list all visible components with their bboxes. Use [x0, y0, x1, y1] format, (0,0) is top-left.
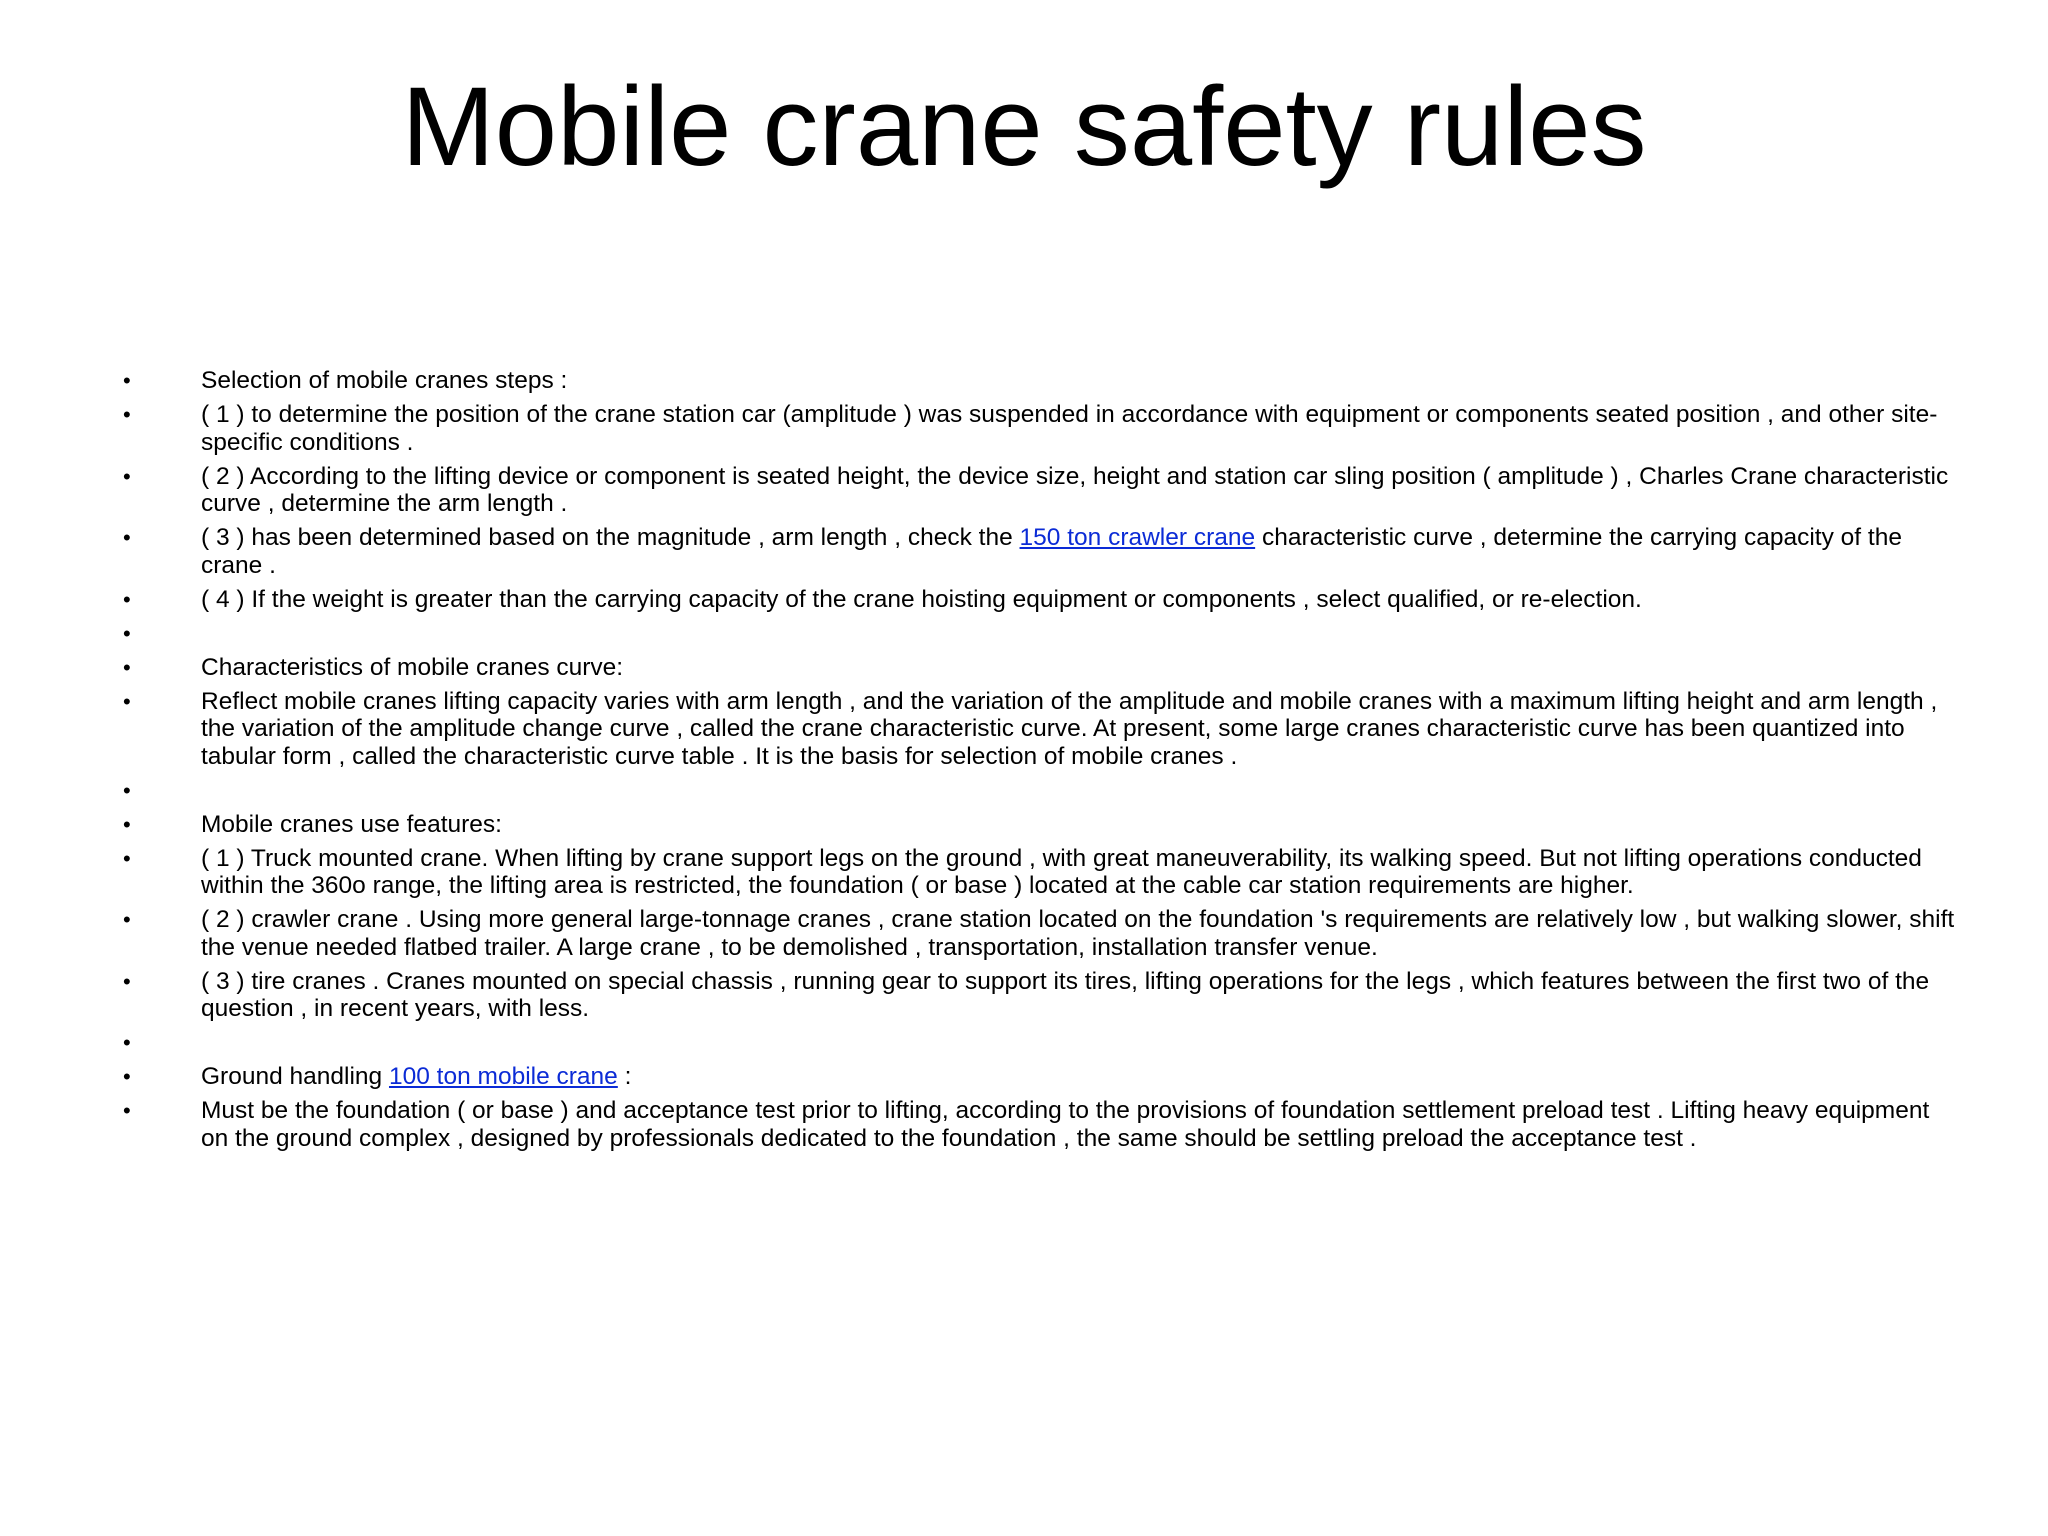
- bullet-text: Selection of mobile cranes steps :: [201, 367, 568, 394]
- bullet-item: [120, 586, 1960, 614]
- bullet-item: [120, 845, 1960, 900]
- bullet-item: [120, 1029, 1960, 1057]
- bullet-marker: •: [123, 620, 131, 646]
- bullet-item: [120, 906, 1960, 961]
- bullet-text-after-link: :: [617, 1063, 632, 1090]
- bullet-marker: •: [123, 811, 131, 837]
- bullet-marker: •: [123, 463, 131, 489]
- bullet-list: [120, 367, 1960, 1159]
- bullet-marker: •: [123, 1098, 131, 1123]
- bullet-text: ( 1 ) to determine the position of the crane station car (amplitude ) was suspended in accordance with equipment or components seated position , and other site-specific conditions .: [201, 401, 1938, 456]
- bullet-item: [120, 811, 1960, 839]
- bullet-text: Reflect mobile cranes lifting capacity varies with arm length , and the variation of the amplitude and mobile cranes with a maximum lifting height and arm length , the variation of the amplitude change curve , called the crane characteristic curve. At present, some large cranes characteristic curve has been quantized into tabular form , called the characteristic curve table . It is the basis for selection of mobile cranes .: [201, 687, 1938, 770]
- hyperlink[interactable]: 100 ton mobile crane: [388, 1063, 618, 1090]
- bullet-marker: •: [123, 688, 131, 714]
- bullet-text-before-link: Ground handling: [201, 1063, 389, 1090]
- bullet-item: [120, 620, 1960, 648]
- bullet-item: [120, 401, 1960, 456]
- bullet-item: [120, 524, 1960, 579]
- bullet-marker: •: [123, 586, 131, 612]
- bullet-text: [201, 524, 1960, 579]
- bullet-item: [120, 777, 1960, 805]
- bullet-item: [120, 688, 1960, 771]
- bullet-text: ( 3 ) tire cranes . Cranes mounted on special chassis , running gear to support its tires, lifting operations for the legs , which features between the first two of the question , in recent years, with less.: [201, 967, 1930, 1022]
- bullet-text: Mobile cranes use features:: [201, 810, 502, 838]
- bullet-text: Must be the foundation ( or base ) and acceptance test prior to lifting, according to the provisions of foundation settlement preload test . Lifting heavy equipment on the ground complex , designed by professionals dedicated to the foundation , the same should be settling preload the acceptance test .: [201, 1097, 1930, 1152]
- bullet-marker: •: [123, 907, 131, 932]
- bullet-item: [120, 654, 1960, 682]
- bullet-marker: •: [123, 368, 131, 393]
- bullet-item: [120, 463, 1960, 518]
- bullet-item: [120, 367, 1960, 395]
- bullet-text-after-link: characteristic curve , determine the carrying capacity of the crane .: [201, 524, 1902, 579]
- bullet-item: [120, 968, 1960, 1023]
- bullet-text: Characteristics of mobile cranes curve:: [201, 653, 624, 681]
- bullet-text: ( 2 ) According to the lifting device or component is seated height, the device size, height and station car sling position ( amplitude ) , Charles Crane characteristic curve , determine the arm length .: [201, 462, 1949, 517]
- bullet-item: [120, 1097, 1960, 1152]
- bullet-text-before-link: ( 3 ) has been determined based on the magnitude , arm length , check the: [201, 524, 1020, 551]
- bullet-item: [120, 1063, 1960, 1091]
- bullet-text: ( 1 ) Truck mounted crane. When lifting by crane support legs on the ground , with great maneuverability, its walking speed. But not lifting operations conducted within the 360o range, the lifting area is restricted, the foundation ( or base ) located at the cable car station requirements are higher.: [201, 844, 1922, 899]
- hyperlink[interactable]: 150 ton crawler crane: [1019, 524, 1256, 551]
- bullet-marker: •: [123, 1030, 131, 1055]
- bullet-marker: •: [123, 845, 131, 871]
- bullet-marker: •: [123, 1064, 131, 1089]
- bullet-marker: •: [123, 968, 131, 994]
- bullet-marker: •: [123, 402, 131, 427]
- bullet-marker: •: [123, 525, 131, 550]
- bullet-marker: •: [123, 654, 131, 680]
- bullet-marker: •: [123, 777, 131, 803]
- bullet-text: ( 4 ) If the weight is greater than the carrying capacity of the crane hoisting equipment or components , select qualified, or re-election.: [201, 585, 1642, 613]
- bullet-text: ( 2 ) crawler crane . Using more general large-tonnage cranes , crane station located on the foundation 's requirements are relatively low , but walking slower, shift the venue needed flatbed trailer. A large crane , to be demolished , transportation, installation transfer venue.: [201, 906, 1955, 961]
- bullet-text: [201, 1063, 1960, 1091]
- slide-title: Mobile crane safety rules: [401, 64, 1647, 189]
